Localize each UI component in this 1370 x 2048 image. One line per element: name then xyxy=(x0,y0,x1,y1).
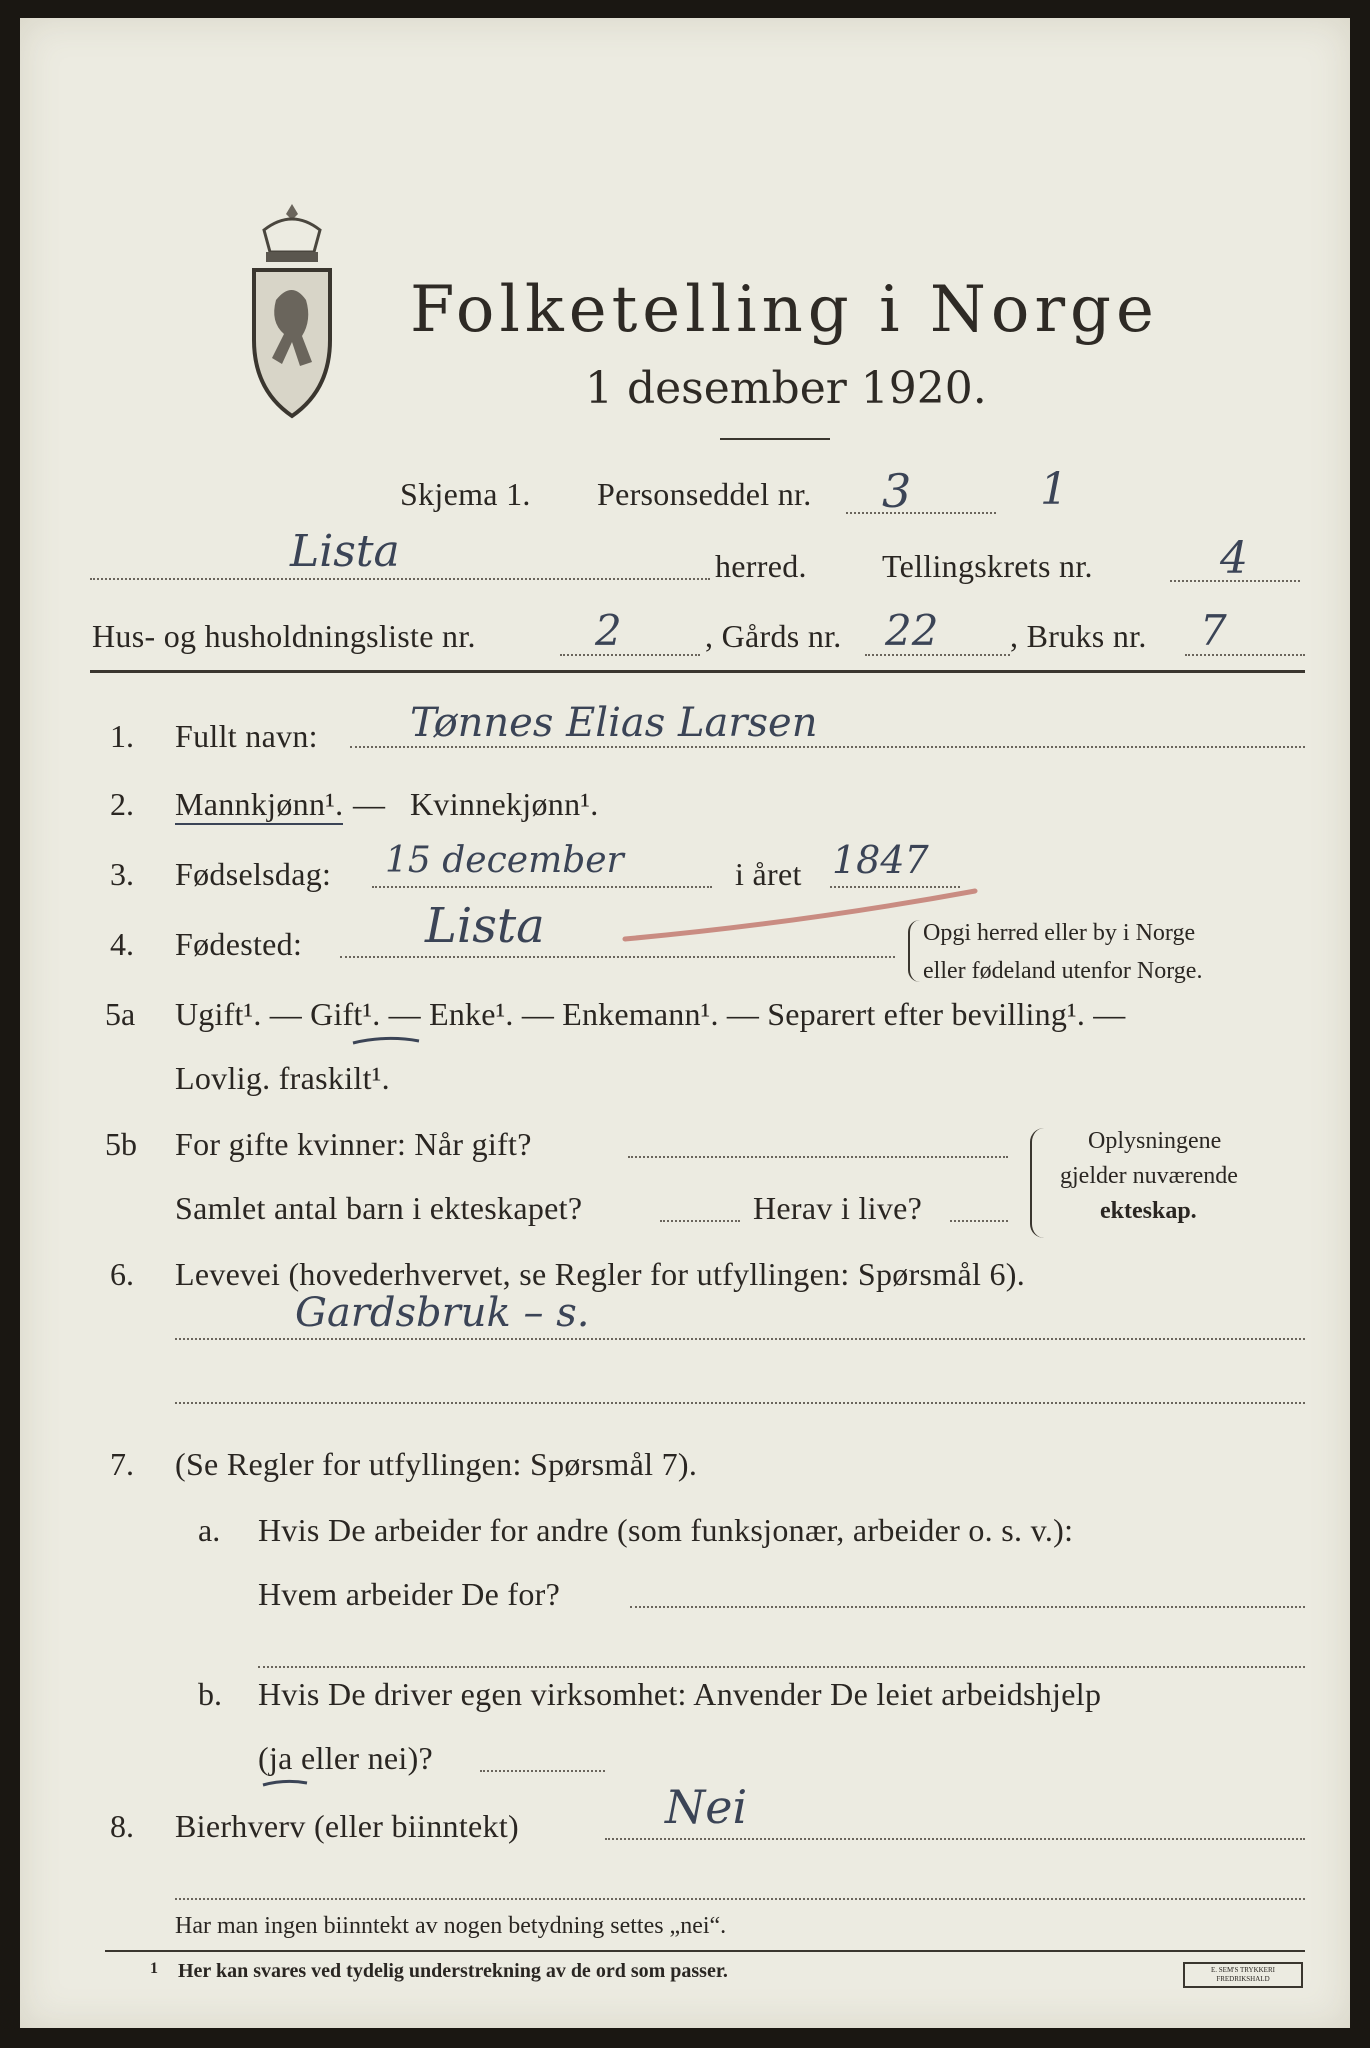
q3-number: 3. xyxy=(110,856,134,892)
marriage-note-3: ekteskap. xyxy=(1100,1198,1197,1224)
q1-number: 1. xyxy=(110,718,134,754)
footnote-number: 1 xyxy=(150,1960,158,1977)
year-label: i året xyxy=(735,856,802,892)
printer-stamp: E. SEM'S TRYKKERI FREDRIKSHALD xyxy=(1183,1962,1303,1988)
children-alive-label: Herav i live? xyxy=(753,1190,923,1226)
skjema-label: Skjema 1. xyxy=(400,476,531,512)
marriage-note-2: gjelder nuværende xyxy=(1060,1163,1238,1189)
header-divider xyxy=(90,670,1305,673)
employer-field-2[interactable] xyxy=(258,1666,1305,1668)
married-when-field[interactable] xyxy=(628,1156,1008,1158)
children-total-field[interactable] xyxy=(660,1220,740,1222)
occupation-field[interactable] xyxy=(175,1338,1305,1340)
side-income-field-2[interactable] xyxy=(175,1898,1305,1900)
personseddel-label: Personseddel nr. xyxy=(597,476,812,512)
q8-number: 8. xyxy=(110,1808,134,1844)
tellingskrets-value: 4 xyxy=(1220,533,1248,584)
tellingskrets-label: Tellingskrets nr. xyxy=(882,548,1093,584)
occupation-value: Gardsbruk – s. xyxy=(295,1290,590,1336)
q4-label: Fødested: xyxy=(175,926,303,962)
q7a-letter: a. xyxy=(198,1512,221,1548)
birthyear-value: 1847 xyxy=(832,838,929,882)
herred-value: Lista xyxy=(290,526,400,577)
footnote-text: Her kan svares ved tydelig understrekning av de ord som passer. xyxy=(178,1960,728,1982)
birthplace-note-brace xyxy=(908,920,920,982)
footer-divider xyxy=(105,1950,1305,1952)
q8-label: Bierhverv (eller biinntekt) xyxy=(175,1808,519,1844)
q2-number: 2. xyxy=(110,786,134,822)
q5a-number: 5a xyxy=(105,996,136,1032)
herred-label: herred. xyxy=(715,548,807,584)
q6-number: 6. xyxy=(110,1256,134,1292)
female-option[interactable]: Kvinnekjønn¹. xyxy=(410,786,599,822)
sex-separator: — xyxy=(353,786,386,822)
q5b-number: 5b xyxy=(105,1126,137,1162)
hus-field[interactable] xyxy=(560,654,700,656)
marital-status-options[interactable]: Ugift¹. — Gift¹. — Enke¹. — Enkemann¹. — Separert efter bevilling¹. — xyxy=(175,996,1126,1032)
q6-label: Levevei (hovederhvervet, se Regler for utfyllingen: Spørsmål 6). xyxy=(175,1256,1026,1292)
marriage-note-brace xyxy=(1030,1128,1044,1238)
q4-number: 4. xyxy=(110,926,134,962)
herred-field[interactable] xyxy=(90,578,710,580)
full-name-value: Tønnes Elias Larsen xyxy=(410,700,818,746)
birthplace-note-1: Opgi herred eller by i Norge xyxy=(923,920,1196,946)
side-income-field[interactable] xyxy=(605,1838,1305,1840)
title-divider xyxy=(720,438,830,440)
form-title: Folketelling i Norge xyxy=(410,273,1159,347)
children-alive-field[interactable] xyxy=(950,1220,1008,1222)
occupation-field-2[interactable] xyxy=(175,1402,1305,1404)
q7b-letter: b. xyxy=(198,1676,222,1712)
q7-number: 7. xyxy=(110,1446,134,1482)
q1-label: Fullt navn: xyxy=(175,718,318,754)
personseddel-field[interactable] xyxy=(846,512,996,514)
side-income-note: Har man ingen biinntekt av nogen betydning settes „nei“. xyxy=(175,1913,727,1939)
birthdate-value: 15 december xyxy=(385,840,624,881)
q7-label: (Se Regler for utfyllingen: Spørsmål 7). xyxy=(175,1446,698,1482)
birthplace-note-2: eller fødeland utenfor Norge. xyxy=(923,958,1203,984)
full-name-field[interactable] xyxy=(350,746,1305,748)
personseddel-value: 3 xyxy=(882,464,912,518)
children-total-label: Samlet antal barn i ekteskapet? xyxy=(175,1190,583,1226)
birthplace-value: Lista xyxy=(425,898,545,954)
employer-field[interactable] xyxy=(630,1606,1305,1608)
married-when-label: For gifte kvinner: Når gift? xyxy=(175,1126,532,1162)
gift-underline xyxy=(350,1033,422,1047)
q3-label: Fødselsdag: xyxy=(175,856,332,892)
birthplace-field[interactable] xyxy=(340,956,895,958)
bruks-label: , Bruks nr. xyxy=(1010,618,1147,654)
q7b-line1: Hvis De driver egen virksomhet: Anvender De leiet arbeidshjelp xyxy=(258,1676,1102,1712)
q7a-line2: Hvem arbeider De for? xyxy=(258,1576,561,1612)
hus-value: 2 xyxy=(595,606,622,655)
coat-of-arms-icon xyxy=(246,200,338,420)
hired-help-field[interactable] xyxy=(480,1770,605,1772)
census-date: 1 desember 1920. xyxy=(585,363,987,414)
marital-status-options-2[interactable]: Lovlig. fraskilt¹. xyxy=(175,1060,390,1096)
personseddel-value-2: 1 xyxy=(1040,464,1068,515)
side-income-value: Nei xyxy=(665,1780,748,1834)
marriage-note-1: Oplysningene xyxy=(1088,1128,1222,1154)
q7a-line1: Hvis De arbeider for andre (som funksjonær, arbeider o. s. v.): xyxy=(258,1512,1074,1548)
gards-label: , Gårds nr. xyxy=(705,618,842,654)
gards-value: 22 xyxy=(885,606,939,655)
q7b-line2: (ja eller nei)? xyxy=(258,1740,434,1776)
census-form-page xyxy=(20,18,1350,2028)
ja-underline xyxy=(260,1776,310,1790)
hus-label: Hus- og husholdningsliste nr. xyxy=(92,618,476,654)
male-option[interactable]: Mannkjønn¹. xyxy=(175,786,343,825)
bruks-value: 7 xyxy=(1200,606,1227,655)
